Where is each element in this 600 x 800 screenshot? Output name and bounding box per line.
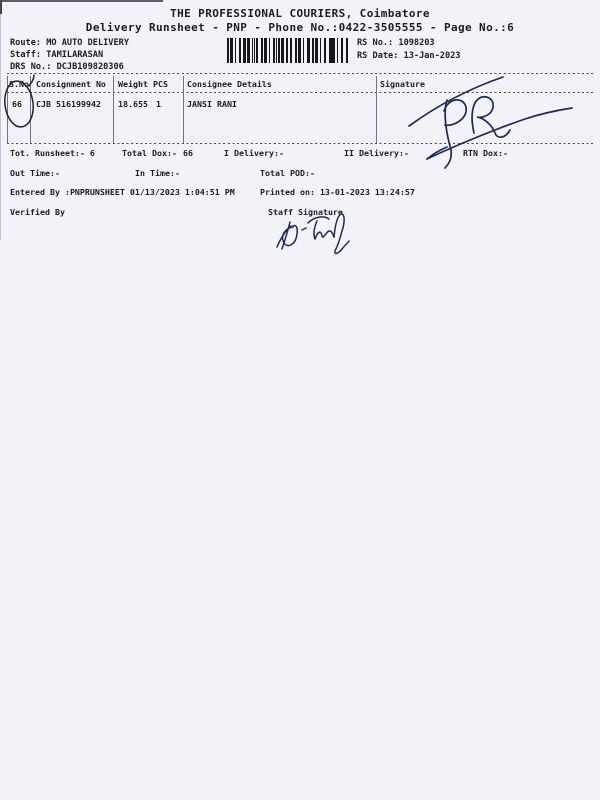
col-header-weight: Weight bbox=[118, 79, 148, 89]
cell-consignment: CJB 516199942 bbox=[36, 99, 101, 109]
printed-on: Printed on: 13-01-2023 13:24:57 bbox=[260, 187, 415, 197]
scan-artifact-top-line bbox=[0, 0, 163, 2]
document-title: THE PROFESSIONAL COURIERS, Coimbatore bbox=[170, 7, 430, 20]
in-time: In Time:- bbox=[135, 168, 180, 178]
cell-consignee: JANSI RANI bbox=[187, 99, 237, 109]
col-header-pcs: PCS bbox=[153, 79, 168, 89]
col-header-consign: Consignment No bbox=[36, 79, 106, 89]
rtn-dox: RTN Dox:- bbox=[463, 148, 508, 158]
col-header-signature: Signature bbox=[380, 79, 425, 89]
document-subtitle: Delivery Runsheet - PNP - Phone No.:0422-3505555 - Page No.:6 bbox=[85, 21, 515, 34]
col-header-sno: S.No bbox=[9, 79, 29, 89]
ii-delivery: II Delivery:- bbox=[344, 148, 409, 158]
staff-signature-label: Staff Signature bbox=[268, 207, 343, 217]
table-col-line-left bbox=[7, 76, 8, 143]
table-col-line-pcs bbox=[183, 76, 184, 143]
table-top-border bbox=[7, 73, 595, 75]
rs-date-line: RS Date: 13-Jan-2023 bbox=[357, 51, 461, 61]
staff-line: Staff: TAMILARASAN bbox=[10, 50, 104, 60]
table-col-line-consign bbox=[113, 76, 114, 143]
staff-signature-handwriting bbox=[277, 214, 349, 254]
cell-weight: 18.655 bbox=[118, 99, 148, 109]
cell-sno: 66 bbox=[12, 99, 22, 109]
total-runsheet: Tot. Runsheet:- 6 bbox=[10, 148, 95, 158]
i-delivery: I Delivery:- bbox=[224, 148, 284, 158]
total-pod: Total POD:- bbox=[260, 168, 315, 178]
col-header-consignee: Consignee Details bbox=[187, 79, 272, 89]
cell-pcs: 1 bbox=[156, 99, 161, 109]
entered-by: Entered By :PNPRUNSHEET 01/13/2023 1:04:51 PM bbox=[10, 187, 235, 197]
total-dox-value: 66 bbox=[183, 148, 193, 158]
total-dox-label: Total Dox:- bbox=[122, 148, 177, 158]
barcode-icon bbox=[227, 38, 349, 63]
scan-artifact-left-edge bbox=[0, 0, 1, 240]
rs-no-line: RS No.: 1098203 bbox=[357, 38, 435, 48]
drs-no-line: DRS No.: DCJB109820306 bbox=[10, 62, 124, 72]
table-col-line-sno bbox=[30, 76, 31, 143]
table-col-line-signature bbox=[376, 76, 377, 143]
verified-by: Verified By bbox=[10, 207, 65, 217]
table-header-border bbox=[7, 92, 595, 94]
out-time: Out Time:- bbox=[10, 168, 60, 178]
table-bottom-border bbox=[7, 143, 595, 145]
route-line: Route: MO AUTO DELIVERY bbox=[10, 38, 129, 48]
